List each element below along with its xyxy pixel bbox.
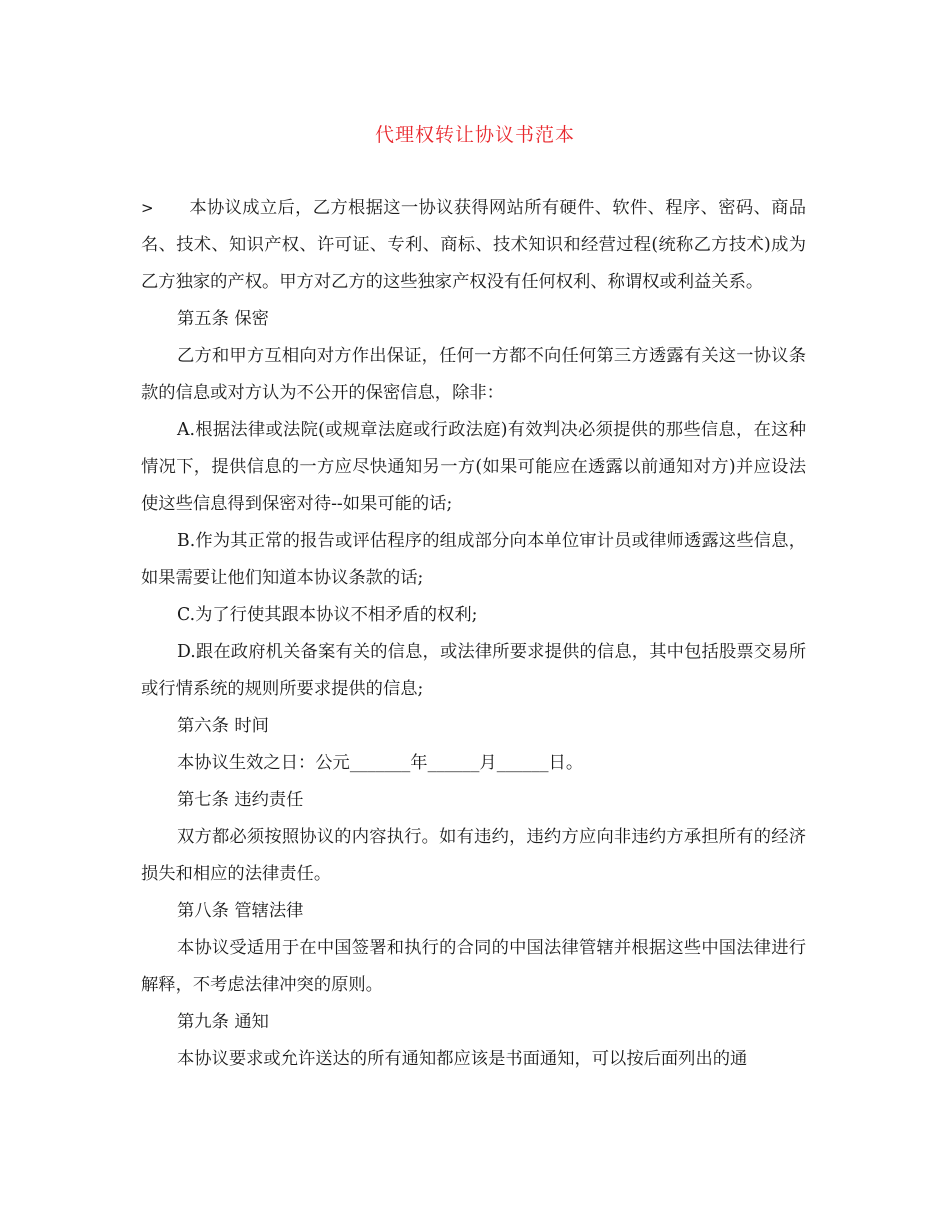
paragraph-clause-a: A.根据法律或法院(或规章法庭或行政法庭)有效判决必须提供的那些信息，在这种情况下，提供信息的一方应尽快通知另一方(如果可能应在透露以前通知对方)并应设法使这些信息得到保密对待--如果可能的话; [141,420,806,514]
paragraph-text: 本协议成立后，乙方根据这一协议获得网站所有硬件、软件、程序、密码、商品名、技术、知识产权、许可证、专利、商标、技术知识和经营过程(统称乙方技术)成为乙方独家的产权。甲方对乙方的这些独家产权没有任何权利、称谓权或利益关系。 [141,198,806,292]
paragraph-notice: 本协议要求或允许送达的所有通知都应该是书面通知，可以按后面列出的通 [177,1049,748,1069]
paragraph-breach: 双方都必须按照协议的内容执行。如有违约，违约方应向非违约方承担所有的经济损失和相应的法律责任。 [141,827,806,884]
document-title: 代理权转让协议书范本 [374,124,575,146]
document-body [141,190,806,1078]
paragraph-clause-b: B.作为其正常的报告或评估程序的组成部分向本单位审计员或律师透露这些信息，如果需要让他们知道本协议条款的话; [141,531,806,588]
paragraph-confidentiality: 乙方和甲方互相向对方作出保证，任何一方都不向任何第三方透露有关这一协议条款的信息或对方认为不公开的保密信息，除非： [141,346,806,403]
paragraph-governing-law: 本协议受适用于在中国签署和执行的合同的中国法律管辖并根据这些中国法律进行解释，不考虑法律冲突的原则。 [141,938,806,995]
section-heading-7: 第七条 违约责任 [177,790,304,810]
section-heading-9: 第九条 通知 [177,1012,269,1032]
paragraph-effective-date: 本协议生效之日：公元_______年______月______日。 [177,753,584,773]
section-heading-8: 第八条 管辖法律 [177,901,304,921]
paragraph-clause-c: C.为了行使其跟本协议不相矛盾的权利; [177,605,478,625]
section-heading-5: 第五条 保密 [177,309,269,329]
bullet-marker: > [141,199,154,217]
paragraph-clause-d: D.跟在政府机关备案有关的信息，或法律所要求提供的信息，其中包括股票交易所或行情系统的规则所要求提供的信息; [141,642,806,699]
section-heading-6: 第六条 时间 [177,716,269,736]
paragraph-ownership [141,190,806,301]
